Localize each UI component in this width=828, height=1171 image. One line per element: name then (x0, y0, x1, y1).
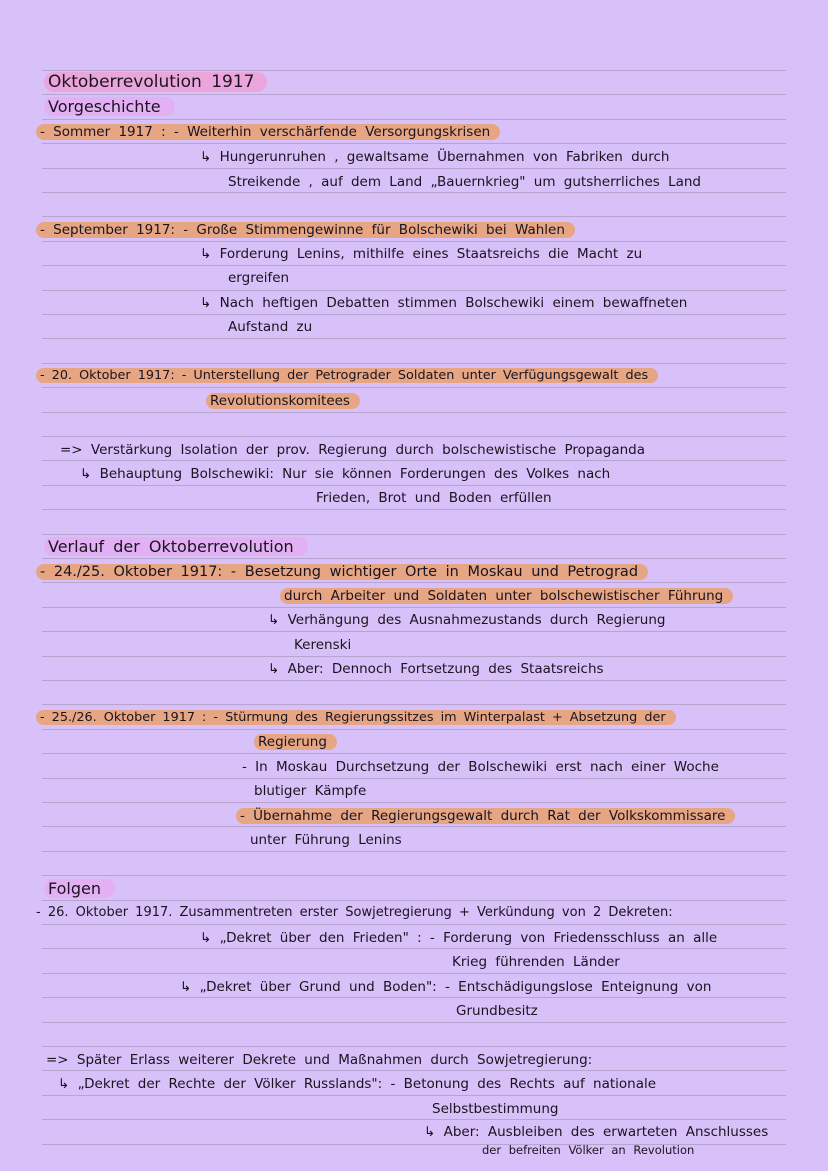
note-line: - In Moskau Durchsetzung der Bolschewiki erst nach einer Woche (242, 759, 719, 775)
note-line: Revolutionskomitees (206, 391, 360, 411)
rule-line (42, 778, 786, 779)
rule-line (42, 1119, 786, 1120)
rule-line (42, 412, 786, 413)
rule-line (42, 119, 786, 120)
note-line: - Sommer 1917 : - Weiterhin verschärfende Versorgungskrisen (36, 122, 500, 142)
rule-line (42, 168, 786, 169)
note-line: ↳ Aber: Ausbleiben des erwarteten Anschlusses (424, 1124, 769, 1140)
rule-line (42, 802, 786, 803)
rule-line (42, 290, 786, 291)
rule-line (42, 534, 786, 535)
rule-line (42, 997, 786, 998)
note-line: Kerenski (294, 637, 352, 653)
note-line: Grundbesitz (456, 1003, 538, 1019)
rule-line (42, 143, 786, 144)
note-line: => Verstärkung Isolation der prov. Regierung durch bolschewistische Propaganda (60, 442, 646, 458)
note-line: ↳ Aber: Dennoch Fortsetzung des Staatsreichs (268, 661, 604, 677)
rule-line (42, 314, 786, 315)
note-line: - 24./25. Oktober 1917: - Besetzung wichtiger Orte in Moskau und Petrograd (36, 562, 648, 582)
rule-line (42, 485, 786, 486)
rule-line (42, 460, 786, 461)
rule-line (42, 265, 786, 266)
rule-line (42, 338, 786, 339)
note-line: - 20. Oktober 1917: - Unterstellung der Petrograder Soldaten unter Verfügungsgewalt des (36, 366, 658, 386)
note-line: blutiger Kämpfe (254, 783, 367, 799)
rule-line (42, 704, 786, 705)
rule-line (42, 387, 786, 388)
rule-line (42, 582, 786, 583)
note-line: - 26. Oktober 1917. Zusammentreten erster Sowjetregierung + Verkündung von 2 Dekreten: (36, 905, 673, 920)
note-line: der befreiten Völker an Revolution (482, 1143, 695, 1157)
rule-line (42, 1046, 786, 1047)
note-line: Streikende , auf dem Land „Bauernkrieg" um gutsherrliches Land (228, 174, 701, 190)
rule-line (42, 948, 786, 949)
rule-line (42, 558, 786, 559)
note-line: Krieg führenden Länder (452, 954, 620, 970)
rule-line (42, 851, 786, 852)
rule-line (42, 900, 786, 901)
note-line: ↳ Hungerunruhen , gewaltsame Übernahmen von Fabriken durch (200, 149, 670, 165)
rule-line (42, 436, 786, 437)
rule-line (42, 631, 786, 632)
rule-line (42, 1095, 786, 1096)
note-line: => Später Erlass weiterer Dekrete und Maßnahmen durch Sowjetregierung: (46, 1052, 593, 1068)
note-line: ergreifen (228, 270, 290, 286)
note-line: - September 1917: - Große Stimmengewinne für Bolschewiki bei Wahlen (36, 220, 575, 240)
rule-line (42, 363, 786, 364)
note-line: ↳ „Dekret der Rechte der Völker Russlands": - Betonung des Rechts auf nationale (58, 1076, 657, 1092)
note-line: Frieden, Brot und Boden erfüllen (316, 490, 552, 506)
rule-line (42, 607, 786, 608)
section-heading-folgen: Folgen (44, 879, 115, 899)
note-line: Regierung (254, 732, 337, 752)
rule-line (42, 656, 786, 657)
note-line: ↳ Behauptung Bolschewiki: Nur sie können Forderungen des Volkes nach (80, 466, 611, 482)
note-line: - 25./26. Oktober 1917 : - Stürmung des Regierungssitzes im Winterpalast + Absetzung der (36, 708, 676, 728)
section-heading-verlauf: Verlauf der Oktoberrevolution (44, 537, 308, 557)
rule-line (42, 94, 786, 95)
rule-line (42, 680, 786, 681)
note-line: ↳ Verhängung des Ausnahmezustands durch Regierung (268, 612, 666, 628)
note-line: - Übernahme der Regierungsgewalt durch Rat der Volkskommissare (236, 806, 735, 826)
page-title: Oktoberrevolution 1917 (44, 72, 267, 92)
rule-line (42, 216, 786, 217)
rule-line (42, 70, 786, 71)
rule-line (42, 875, 786, 876)
rule-line (42, 729, 786, 730)
rule-line (42, 1022, 786, 1023)
rule-line (42, 241, 786, 242)
section-heading-vorgeschichte: Vorgeschichte (44, 97, 175, 117)
rule-line (42, 924, 786, 925)
rule-line (42, 1070, 786, 1071)
note-line: unter Führung Lenins (250, 832, 402, 848)
note-line: ↳ „Dekret über Grund und Boden": - Entschädigungslose Enteignung von (180, 979, 712, 995)
note-line: ↳ „Dekret über den Frieden" : - Forderung von Friedensschluss an alle (200, 930, 718, 946)
rule-line (42, 826, 786, 827)
rule-line (42, 973, 786, 974)
rule-line (42, 509, 786, 510)
note-line: ↳ Nach heftigen Debatten stimmen Bolschewiki einem bewaffneten (200, 295, 688, 311)
note-line: Selbstbestimmung (432, 1101, 559, 1117)
note-line: ↳ Forderung Lenins, mithilfe eines Staatsreichs die Macht zu (200, 246, 643, 262)
note-line: Aufstand zu (228, 319, 313, 335)
rule-line (42, 753, 786, 754)
note-line: durch Arbeiter und Soldaten unter bolschewistischer Führung (280, 586, 733, 606)
rule-line (42, 192, 786, 193)
